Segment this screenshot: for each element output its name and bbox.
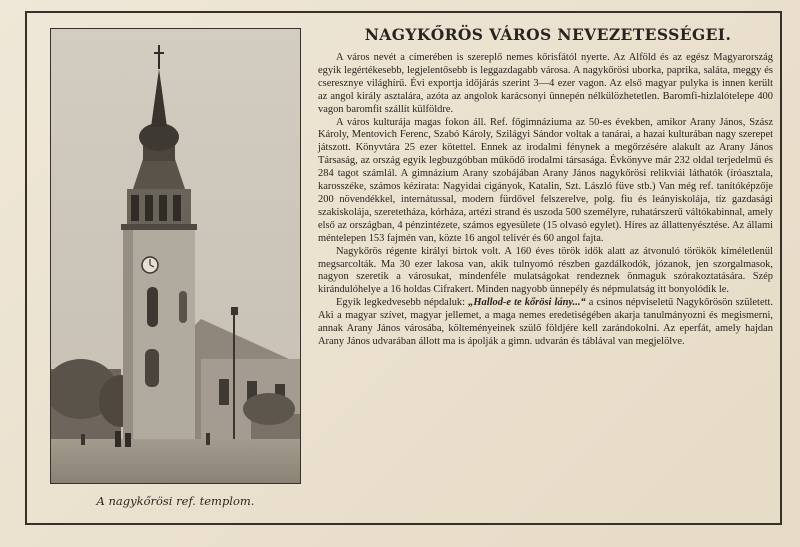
church-photo [50, 28, 301, 484]
paragraph [318, 297, 773, 349]
photo-caption: A nagykőrösi ref. templom. [96, 494, 255, 508]
paragraph-lead: Egyik legkedvesebb népdaluk: [336, 297, 469, 309]
body-text [318, 52, 773, 349]
paragraph: A város nevét a címerében is szereplő nemes kőrisfától nyerte. Az Alföld és az egész Magyarország egyik legértékesebb, legjelentősebb is leggazdagabb városa. A nagykőrösi uborka, paprika, saláta, meggy és cseresznye világhírű. Évi exportja időjárás szerint 3—4 ezer vagon. Az első magyar pulyka is innen került az angol király asztalára, azóta az angolok karácsonyi ünnepén nélkülözhetetlen. Baromfi-hizlalótelepe 400 vagon baromfit szállít külföldre. [318, 52, 773, 115]
paragraph: Nagykőrös régente királyi birtok volt. A 160 éves török idők alatt az átvonuló törökök kíméletlenül megsarcolták. Ma 30 ezer lakosa van, akik tulnyomó részben gazdálkodók, józanok, jen szorgalmasok, nagyon szeretik a városukat, mindenféle mulatságokat rendeznek önmaguk szórakoztatására. Szép kirándulóhelye a 16 holdas Cifrakert. Minden nagyobb ünnepély és népmulatság itt bonyolódik le. [318, 245, 773, 296]
paragraph-rest: a csinos népviseletű Nagykőrösön született. Aki a magyar szívet, magyar jellemet, a maga nemes eredetiségében akarja tanulmányozni és megismerni, annak Arany János városába, költeményeinek szülő földjére kell zarándokolni. Az eperfát, amely hajdan Arany János udvarában állott ma is ápolják a gimn. udvarán és táblával van megjelölve. [318, 297, 773, 347]
page-title: NAGYKŐRÖS VÁROS NEVEZETESSÉGEI. [364, 25, 732, 44]
song-quote: „Hallod-e te kőrösi lány...“ [468, 297, 586, 309]
paragraph: A város kulturája magas fokon áll. Ref. főgimnáziuma az 50-es években, amikor Arany János, Szász Károly, Mentovich Ferenc, Szabó Károly, Szilágyi Sándor voltak a tanárai, a hazai kulturában nagy szerepet játszott. Könyvtára 25 ezer kötettel. Ennek az irodalmi fénynek a megőrzésére alakult az Arany János Társaság, az ország egyik legbuzgóbban működő irodalmi társasága. Évkönyve már 232 oldal terjedelmű és 284 tagot számlál. A gimnázium Arany szobájában Arany János nagykőrösi relikviái láthatók (íróasztala, karosszéke, számos kézirata: Nagyidai cigányok, Katalin, Szt. László füve stb.) Van még ref. tanítóképzője 200 növendékkel, internátussal, modern fürdővel felszerelve, polg. fiu és leányiskolája, tíz gazdasági szakiskolája, szeretetháza, kórháza, artézi strand és uszoda 500 személyre, ruhatárszerű váltókabinnal, amely első az országban, 4 pénzintézete, számos egyesülete (15 olvasó egylet). Híres az állattenyésztése. Az állami méntelepen 153 fajmén van, közte 16 angol telivér és 60 angol fajta. [318, 116, 773, 244]
